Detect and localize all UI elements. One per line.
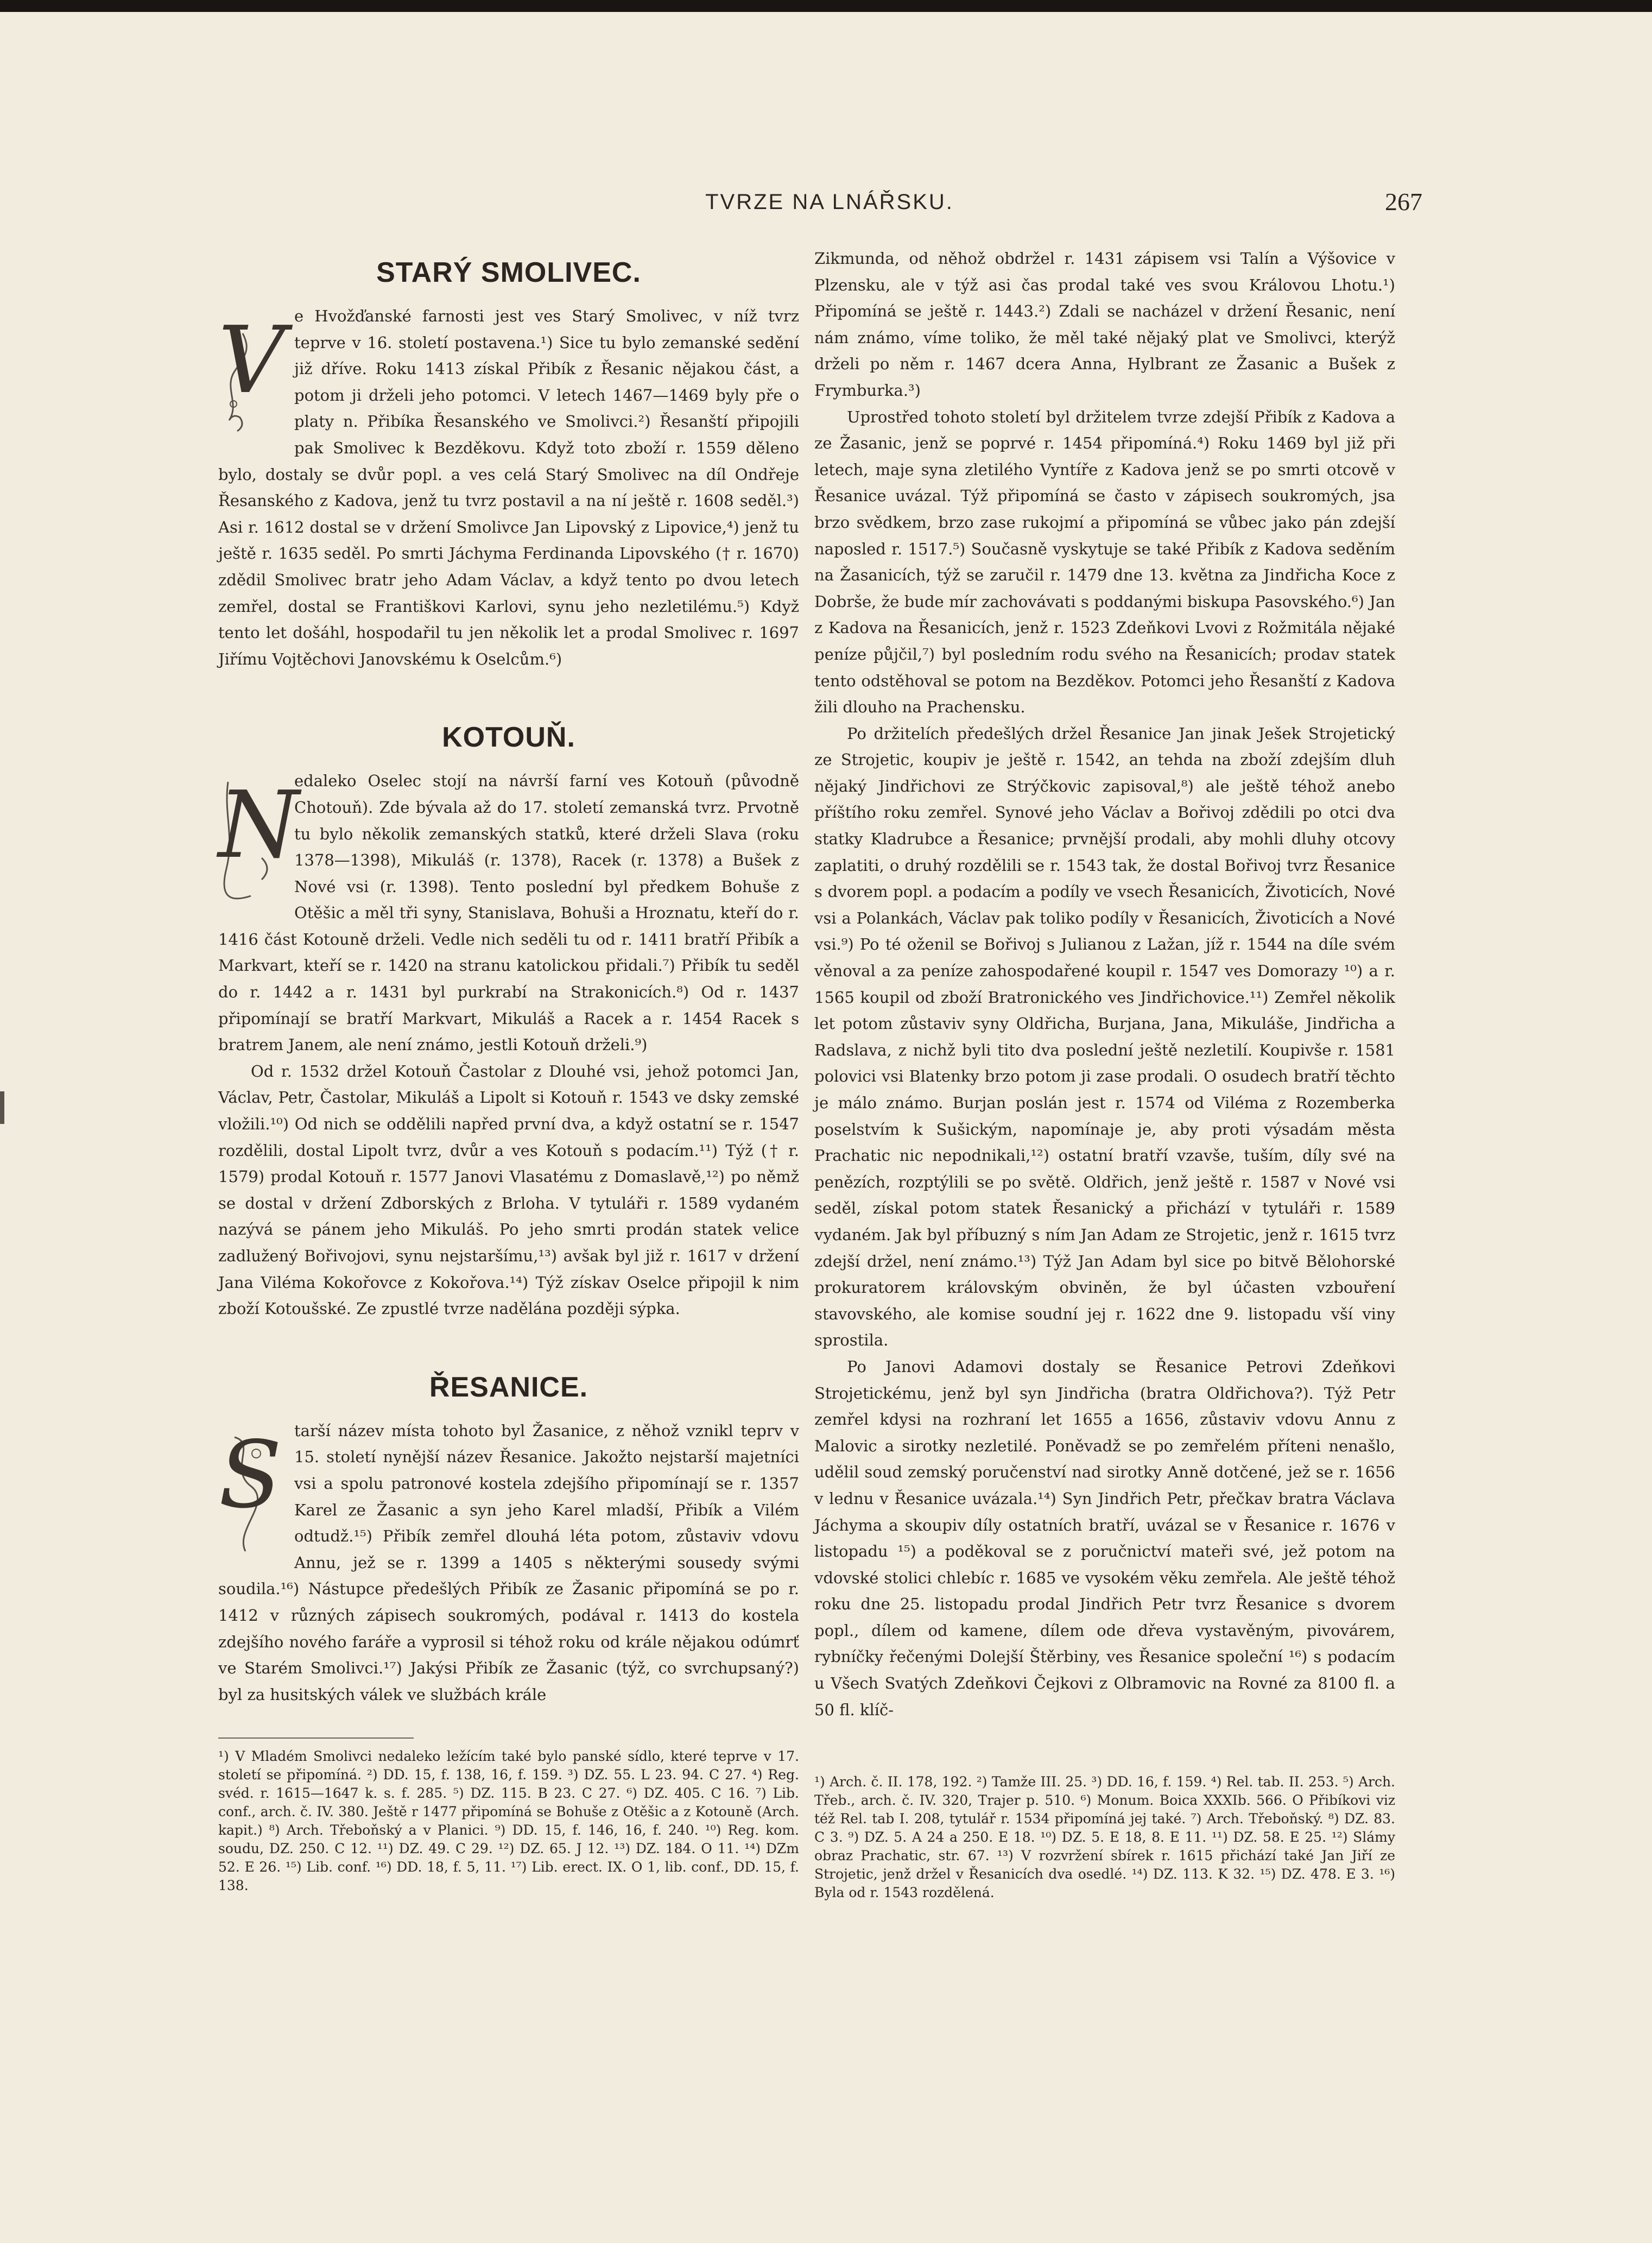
ornamental-initial-v-icon [218,306,285,446]
paragraph: Po Janovi Adamovi dostaly se Řesanice Petrovi Zdeňkovi Strojetickému, jenž byl syn Jindřicha (bratra Oldřichova?). Týž Petr zemřel kdysi na rozhraní let 1655 a 1656, zůstaviv vdovu Annu z Malovic a sirotky nezletilé. Poněvadž se po zemřelém příteni nenašlo, udělil soud zemský poručenství nad sirotky Anně dotčené, jež se r. 1656 v lednu v Řesanice uvázala.¹⁴) Syn Jindřich Petr, přečkav bratra Václava Jáchyma a skoupiv díly ostatních bratří, uvázal se v Řesanice r. 1676 v listopadu ¹⁵) a poděkoval se z poručnictví mateři své, jež potom na vdovské stolici chlebíc r. 1685 ve vysokém věku zemřela. Ale ještě téhož roku dne 25. listopadu prodal Jindřich Petr tvrz Řesanice s dvorem popl., dílem od kamene, dílem ode dřeva vystavěným, pivovárem, rybníčky řečenými Dolejší Štěrbiny, ves Řesanice společní ¹⁶) s podacím u Všech Svatých Zdeňkovi Čejkovi z Olbramovic na Rovné za 8100 fl. a 50 fl. klíč- [814,1357,1395,1719]
paragraph: Uprostřed tohoto století byl držitelem tvrze zdejší Přibík z Kadova a ze Žasanic, jenž se poprvé r. 1454 připomíná.⁴) Roku 1469 byl již při letech, maje syna zletilého Vyntíře z Kadova jenž se po smrti otcově v Řesanice uvázal. Týž připomíná se často v zápisech soukromých, jsa brzo svědkem, brzo zase rukojmí a připomíná se vůbec jako pán zdejší naposled r. 1517.⁵) Současně vyskytuje se také Přibík z Kadova seděním na Žasanicích, týž se zaručil r. 1479 dne 13. května za Jindřicha Koce z Dobrše, že bude mír zachovávati s poddanými biskupa Pasovského.⁶) Jan z Kadova na Řesanicích, jenž r. 1523 Zdeňkovi Lvovi z Rožmitála nějaké peníze půjčil,⁷) byl posledním rodu svého na Řesanicích; prodav statek tento odstěhoval se potom na Bezděkov. Potomci jeho Řesanští z Kadova žili dlouho na Prachensku. [814,407,1395,717]
paragraph: e Hvožďanské farnosti jest ves Starý Smolivec, v níž tvrz teprve v 16. století postavena.¹) Sice tu bylo zemanské sedění již dříve. Roku 1413 získal Přibík z Řesanic nějakou část, a potom ji drželi jeho potomci. V letech 1467—1469 byly pře o platy n. Přibíka Řesanského ve Smolivci.²) Řesanští připojili pak Smolivec k Bezděkovu. Když toto zboží r. 1559 děleno bylo, dostaly se dvůr popl. a ves celá Starý Smolivec na díl Ondřeje Řesanského z Kadova, jenž tu tvrz postavil a na ní ještě r. 1608 seděl.³) Asi r. 1612 dostal se v držení Smolivce Jan Lipovský z Lipovice,⁴) jenž tu ještě r. 1635 seděl. Po smrti Jáchyma Ferdinanda Lipovského († r. 1670) zdědil Smolivec bratr jeho Adam Václav, a když tento po dvou letech zemřel, dostal se Františkovi Karlovi, synu jeho nezletilému.⁵) Když tento let došáhl, hospodařil tu jen několik let a prodal Smolivec r. 1697 Jiřímu Vojtěchovi Janovskému k Oselcům.⁶) [218,307,799,668]
scan-top-edge [0,0,1652,12]
section-title-stary-smolivec: STARÝ SMOLIVEC. [376,257,641,288]
running-header: TVRZE NA LNÁŘSKU. [705,190,954,214]
initial-letter: S [218,1421,282,1529]
paragraph: Po držitelích předešlých držel Řesanice Jan jinak Ješek Strojetický ze Strojetic, koupiv je ještě r. 1542, an tehda na zboží zdejším dluh nějaký Jindřichovi ze Strýčkovic zapisoval,⁸) ale ještě téhož anebo příštího roku zemřel. Synové jeho Václav a Bořivoj zdědili po otci dva statky Kladrubce a Řesanice; prvnější prodali, aby mohli dluhy otcovy zaplatiti, o druhý rozdělili se r. 1543 tak, že dostal Bořivoj tvrz Řesanice s dvorem popl. a podacím a podíly ve vsech Řesanicích, Životicích, Nové vsi a Polankách, Václav pak toliko podíly v Řesanicích, Životicích a Nové vsi.⁹) Po té oženil se Bořivoj s Julianou z Lažan, jíž r. 1544 na díle svém věnoval a za peníze zahospodařené koupil r. 1547 ves Domorazy ¹⁰) a r. 1565 koupil od zboží Bratronického ves Jindřichovice.¹¹) Zemřel několik let potom zůstaviv syny Oldřicha, Burjana, Jana, Mikuláše, Jindřicha a Radslava, z nichž byli tito dva poslední ještě nezletilí. Koupivše r. 1581 polovici vsi Blatenky brzo potom ji zase prodali. O osudech bratří těchto je málo známo. Burjan poslán jest r. 1574 od Viléma z Rozemberka poselstvím k Sušickým, napomínaje je, aby proti výsadám města Prachatic nic nepodnikali,¹²) ostatní bratří vzavše, tuším, díly své na penězích, rozptýlili se po světě. Oldřich, jenž ještě r. 1587 v Nové vsi seděl, získal potom statek Řesanický a přichází v tytuláři r. 1589 vydaném. Jak byl příbuzný s ním Jan Adam ze Strojetic, jenž r. 1615 tvrz zdejší držel, není známo.¹³) Týž Jan Adam byl sice po bitvě Bělohorské prokuratorem královským obviněn, že byl účasten vzbouření stavovského, ale komise soudní jej r. 1622 dne 9. listopadu vší viny sprostila. [814,724,1395,1350]
initial-letter: N [218,772,299,880]
paragraph: Zikmunda, od něhož obdržel r. 1431 zápisem vsi Talín a Výšovice v Plzensku, ale v týž asi čas prodal také ves svou Královou Lhotu.¹) Připomíná se ještě r. 1443.²) Zdali se nacházel v držení Řesanic, není nám známo, víme toliko, že měl také nějaký plat ve Smolivci, kterýž drželi po něm r. 1467 dcera Anna, Hylbrant ze Žasanic a Bušek z Frymburka.³) [814,249,1395,400]
left-column [218,245,799,1708]
section-title-kotoun: KOTOUŇ. [442,722,575,754]
page-number: 267 [1385,188,1422,216]
footnote-divider [218,1737,414,1739]
ornamental-initial-s-icon [218,1421,282,1561]
paragraph: tarší název místa tohoto byl Žasanice, z něhož vznikl teprv v 15. století nynější název Řesanice. Jakožto nejstarší majetníci vsi a spolu patronové kostela zdejšího připomínají se r. 1357 Karel ze Žasanic a syn jeho Karel mladší, Přibík a Vilém odtudž.¹⁵) Přibík zemřel dlouhá léta potom, zůstaviv vdovu Annu, jež se r. 1399 a 1405 s některými sousedy svými soudila.¹⁶) Nástupce předešlých Přibík ze Žasanic připomíná se po r. 1412 v různých zápisech soukromých, podával r. 1413 do kostela zdejšího nového faráře a vyprosil si téhož roku od krále nějakou odúmrť ve Starém Smolivci.¹⁷) Jakýsi Přibík ze Žasanic (týž, co svrchupsaný?) byl za husitských válek ve službách krále [218,1421,799,1704]
section-kotoun [218,768,799,1322]
paragraph: edaleko Oselec stojí na návrší farní ves Kotouň (původně Chotouň). Zde bývala až do 17. století zemanská tvrz. Prvotně tu bylo několik zemanských statků, které drželi Slava (roku 1378—1398), Mikuláš (r. 1378), Racek (r. 1378) a Bušek z Nové vsi (r. 1398). Tento poslední byl předkem Bohuše z Otěšic a měl tři syny, Stanislava, Bohuši a Hroznatu, kteří do r. 1416 část Kotouně drželi. Vedle nich seděli tu od r. 1411 bratří Přibík a Markvart, kteří se r. 1420 na stranu katolickou přidali.⁷) Přibík tu seděl do r. 1442 a r. 1431 byl purkrabí na Strakonicích.⁸) Od r. 1437 připomínají se bratří Markvart, Mikuláš a Racek a r. 1454 Racek s bratrem Janem, ale není známo, jestli Kotouň drželi.⁹) [218,772,799,1054]
page-edge-mark [0,1091,4,1124]
right-column [814,245,1395,1723]
initial-letter: V [218,307,285,414]
footnotes-right: ¹) Arch. č. II. 178, 192. ²) Tamže III. 25. ³) DD. 16, f. 159. ⁴) Rel. tab. II. 253. ⁵) Arch. Třeb., arch. č. IV. 320, Trajer p. 510. ⁶) Monum. Boica XXXIb. 566. O Přibíkovi viz též Rel. tab I. 208, tytulář r. 1534 připomíná jej také. ⁷) Arch. Třeboňský. ⁸) DZ. 83. C 3. ⁹) DZ. 5. A 24 a 250. E 18. ¹⁰) DZ. 5. E 18, 8. E 11. ¹¹) DZ. 58. E 25. ¹²) Slámy obraz Prachatic, str. 67. ¹³) V rozvržení sbírek r. 1615 přichází také Jan Jiří ze Strojetic, jenž držel v Řesanicích dva osedlé. ¹⁴) DZ. 113. K 32. ¹⁵) DZ. 478. E 3. ¹⁶) Byla od r. 1543 rozdělená. [814,1774,1395,1900]
section-title-resanice: ŘESANICE. [429,1371,588,1403]
footnotes-left: ¹) V Mladém Smolivci nedaleko ležícím také bylo panské sídlo, které teprve v 17. století se připomíná. ²) DD. 15, f. 138, 16, f. 159. ³) DZ. 55. L 23. 94. C 27. ⁴) Reg. svéd. r. 1615—1647 k. s. f. 285. ⁵) DZ. 115. B 23. C 27. ⁶) DZ. 405. C 16. ⁷) Lib. conf., arch. č. IV. 380. Ještě r 1477 připomíná se Bohuše z Otěšic a z Kotouně (Arch. kapit.) ⁸) Arch. Třeboňský a v Planici. ⁹) DD. 15, f. 146, 16, f. 240. ¹⁰) Reg. kom. soudu, DZ. 250. C 12. ¹¹) DZ. 49. C 29. ¹²) DZ. 65. J 12. ¹³) DZ. 184. O 11. ¹⁴) DZm 52. E 26. ¹⁵) Lib. conf. ¹⁶) DD. 18, f. 5, 11. ¹⁷) Lib. erect. IX. O 1, lib. conf., DD. 15, f. 138. [218,1748,799,1893]
section-stary-smolivec [218,303,799,672]
section-resanice [218,1418,799,1708]
paragraph: Od r. 1532 držel Kotouň Častolar z Dlouhé vsi, jehož potomci Jan, Václav, Petr, Častolar, Mikuláš a Lipolt si Kotouň r. 1543 ve dsky zemské vložili.¹⁰) Od nich se oddělili napřed první dva, a když ostatní se r. 1547 rozdělili, dostal Lipolt tvrz, dvůr a ves Kotouň s podacím.¹¹) Týž († r. 1579) prodal Kotouň r. 1577 Janovi Vlasatému z Domaslavě,¹²) po němž se dostal v držení Zdborských z Brloha. V tytuláři r. 1589 vydaném nazývá se pánem jeho Mikuláš. Po jeho smrti prodán statek velice zadlužený Bořivojovi, synu nejstaršímu,¹³) avšak byl již r. 1617 v držení Jana Viléma Kokořovce z Kokořova.¹⁴) Týž získav Oselce připojil k nim zboží Kotoušské. Ze zpustlé tvrze nadělána později sýpka. [218,1062,799,1318]
ornamental-initial-n-icon [218,771,299,911]
